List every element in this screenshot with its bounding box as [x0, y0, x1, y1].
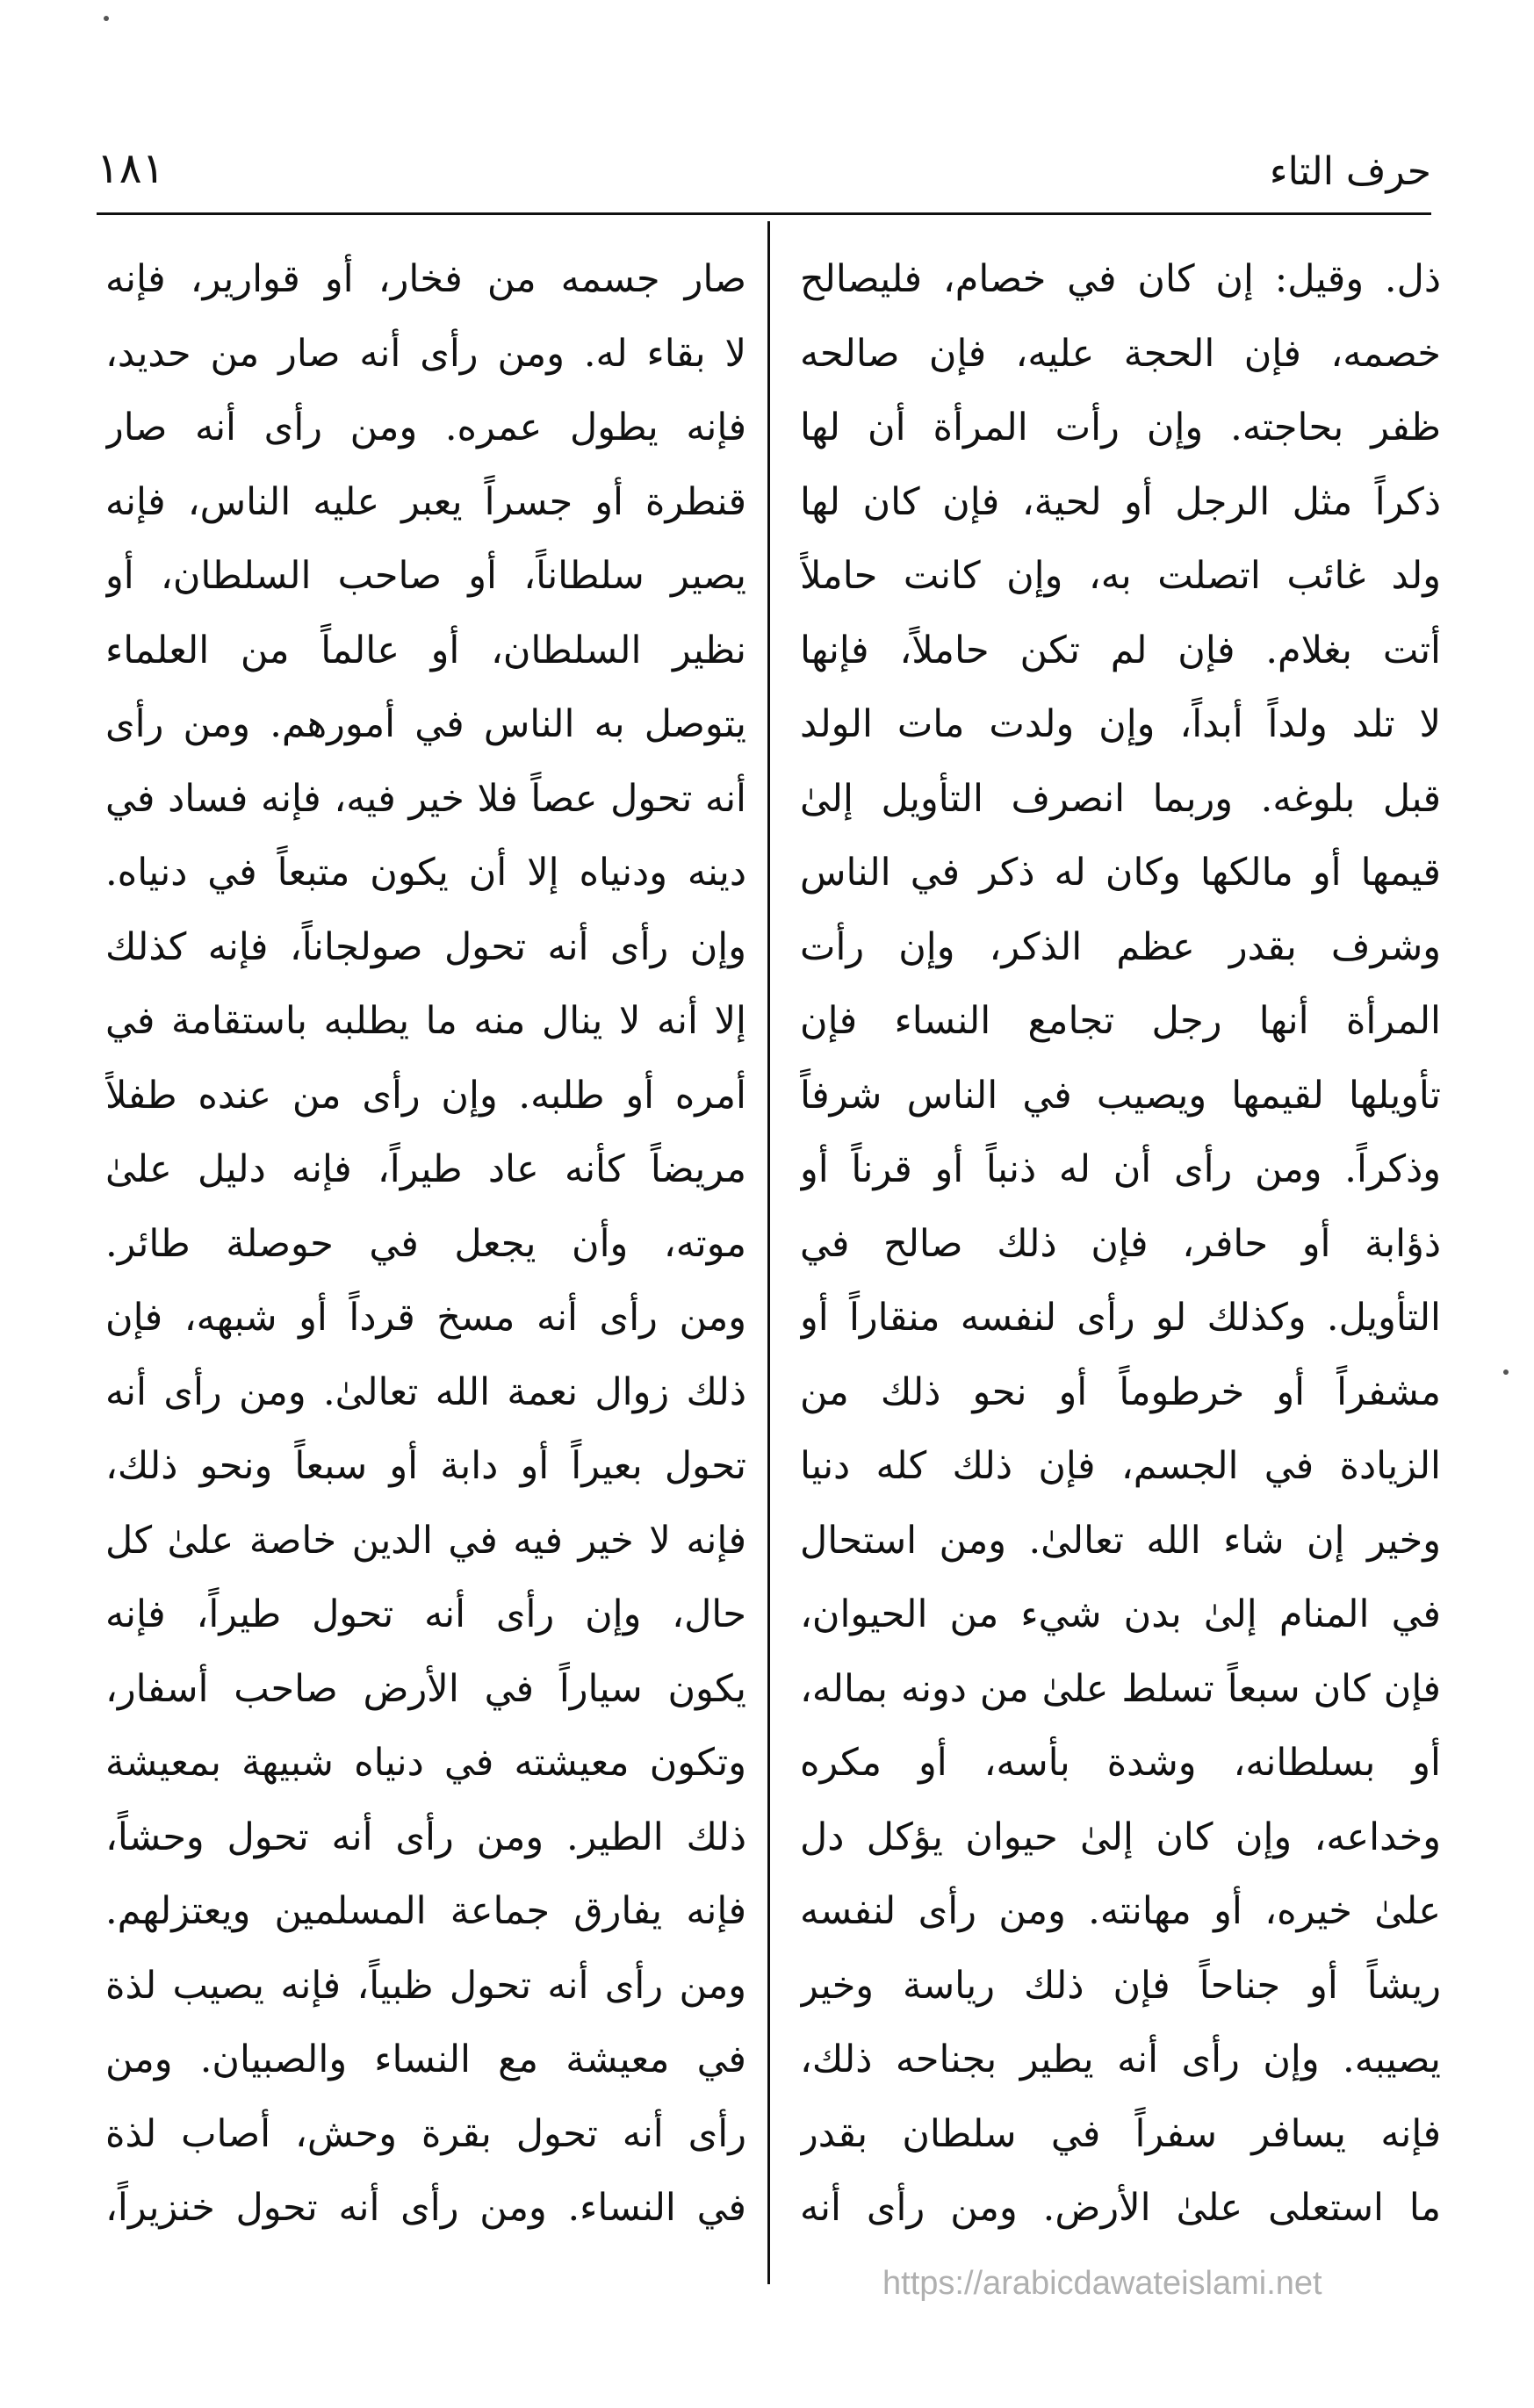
- text-line: الزيادة في الجسم، فإن ذلك كله دنيا: [800, 1444, 1441, 1488]
- text-line: وشرف بقدر عظم الذكر، وإن رأت: [800, 924, 1441, 969]
- page-header: [97, 132, 1431, 211]
- text-line: لا تلد ولداً أبداً، وإن ولدت مات الولد: [800, 702, 1441, 746]
- text-line: يصير سلطاناً، أو صاحب السلطان، أو: [105, 554, 746, 598]
- text-line: علىٰ خيره، أو مهانته. ومن رأى لنفسه: [800, 1889, 1441, 1933]
- text-line: موته، وأن يجعل في حوصلة طائر.: [105, 1221, 746, 1266]
- text-line: فإنه لا خير فيه في الدين خاصة علىٰ كل: [105, 1518, 746, 1563]
- text-line: دينه ودنياه إلا أن يكون متبعاً في دنياه.: [105, 851, 746, 895]
- text-line: فإنه يسافر سفراً في سلطان بقدر: [800, 2111, 1441, 2156]
- text-line: ما استعلى علىٰ الأرض. ومن رأى أنه: [800, 2186, 1441, 2230]
- text-line: قنطرة أو جسراً يعبر عليه الناس، فإنه: [105, 479, 746, 524]
- text-line: وتكون معيشته في دنياه شبيهة بمعيشة: [105, 1741, 746, 1785]
- text-line: لا بقاء له. ومن رأى أنه صار من حديد،: [105, 331, 746, 376]
- page-number: ١٨١: [97, 144, 165, 193]
- chapter-title: حرف التاء: [1269, 149, 1431, 194]
- text-line: ومن رأى أنه تحول ظبياً، فإنه يصيب لذة: [105, 1963, 746, 2008]
- text-line: ظفر بحاجته. وإن رأت المرأة أن لها: [800, 406, 1441, 449]
- text-line: في المنام إلىٰ بدن شيء من الحيوان،: [800, 1592, 1441, 1636]
- text-line: ولد غائب اتصلت به، وإن كانت حاملاً: [800, 554, 1441, 598]
- text-line: مشفراً أو خرطوماً أو نحو ذلك من: [800, 1369, 1441, 1414]
- text-line: مريضاً كأنه عاد طيراً، فإنه دليل علىٰ: [105, 1147, 746, 1191]
- text-line: ومن رأى أنه مسخ قرداً أو شبهه، فإن: [105, 1296, 746, 1340]
- text-line: صار جسمه من فخار، أو قوارير، فإنه: [105, 257, 746, 301]
- column-divider: [767, 221, 770, 2284]
- text-line: ذلك زوال نعمة الله تعالىٰ. ومن رأى أنه: [105, 1369, 746, 1414]
- text-line: ذل. وقيل: إن كان في خصام، فليصالح: [800, 257, 1441, 301]
- text-line: في النساء. ومن رأى أنه تحول خنزيراً،: [105, 2186, 746, 2230]
- text-line: نظير السلطان، أو عالماً من العلماء: [105, 628, 746, 672]
- right-column: [800, 242, 1441, 2279]
- text-line: تحول بعيراً أو دابة أو سبعاً ونحو ذلك،: [105, 1444, 746, 1488]
- text-line: وخداعه، وإن كان إلىٰ حيوان يؤكل دل: [800, 1815, 1441, 1859]
- text-line: وخير إن شاء الله تعالىٰ. ومن استحال: [800, 1518, 1441, 1563]
- text-line: في معيشة مع النساء والصبيان. ومن: [105, 2038, 746, 2081]
- scan-speck: [104, 16, 109, 21]
- text-line: المرأة أنها رجل تجامع النساء فإن: [800, 999, 1441, 1043]
- scan-speck: [1503, 1369, 1509, 1375]
- text-line: رأى أنه تحول بقرة وحش، أصاب لذة: [105, 2111, 746, 2156]
- watermark-url: https://arabicdawateislami.net: [882, 2265, 1322, 2302]
- text-line: تأويلها لقيمها ويصيب في الناس شرفاً: [800, 1073, 1441, 1118]
- text-line: ذؤابة أو حافر، فإن ذلك صالح في: [800, 1221, 1441, 1266]
- text-line: يصيبه. وإن رأى أنه يطير بجناحه ذلك،: [800, 2038, 1441, 2081]
- text-line: يكون سياراً في الأرض صاحب أسفار،: [105, 1666, 746, 1711]
- text-line: إلا أنه لا ينال منه ما يطلبه باستقامة في: [105, 999, 746, 1043]
- text-line: فإنه يطول عمره. ومن رأى أنه صار: [105, 406, 746, 449]
- text-line: قبل بلوغه. وربما انصرف التأويل إلىٰ: [800, 776, 1441, 821]
- text-line: وإن رأى أنه تحول صولجاناً، فإنه كذلك: [105, 924, 746, 969]
- text-line: قيمها أو مالكها وكان له ذكر في الناس: [800, 851, 1441, 895]
- text-line: التأويل. وكذلك لو رأى لنفسه منقاراً أو: [800, 1296, 1441, 1340]
- text-line: أتت بغلام. فإن لم تكن حاملاً، فإنها: [800, 628, 1441, 672]
- left-column: [105, 242, 746, 2279]
- header-rule: [97, 212, 1431, 215]
- text-line: فإنه يفارق جماعة المسلمين ويعتزلهم.: [105, 1889, 746, 1933]
- text-line: ذكراً مثل الرجل أو لحية، فإن كان لها: [800, 479, 1441, 524]
- text-line: ريشاً أو جناحاً فإن ذلك رياسة وخير: [800, 1963, 1441, 2008]
- text-line: ذلك الطير. ومن رأى أنه تحول وحشاً،: [105, 1815, 746, 1859]
- text-line: أمره أو طلبه. وإن رأى من عنده طفلاً: [105, 1073, 746, 1118]
- text-line: أنه تحول عصاً فلا خير فيه، فإنه فساد في: [105, 776, 746, 821]
- text-line: وذكراً. ومن رأى أن له ذنباً أو قرناً أو: [800, 1147, 1441, 1191]
- text-line: حال، وإن رأى أنه تحول طيراً، فإنه: [105, 1592, 746, 1636]
- text-line: فإن كان سبعاً تسلط علىٰ من دونه بماله،: [800, 1666, 1441, 1711]
- text-line: يتوصل به الناس في أمورهم. ومن رأى: [105, 702, 746, 746]
- text-line: أو بسلطانه، وشدة بأسه، أو مكره: [800, 1741, 1441, 1785]
- text-line: خصمه، فإن الحجة عليه، فإن صالحه: [800, 331, 1441, 376]
